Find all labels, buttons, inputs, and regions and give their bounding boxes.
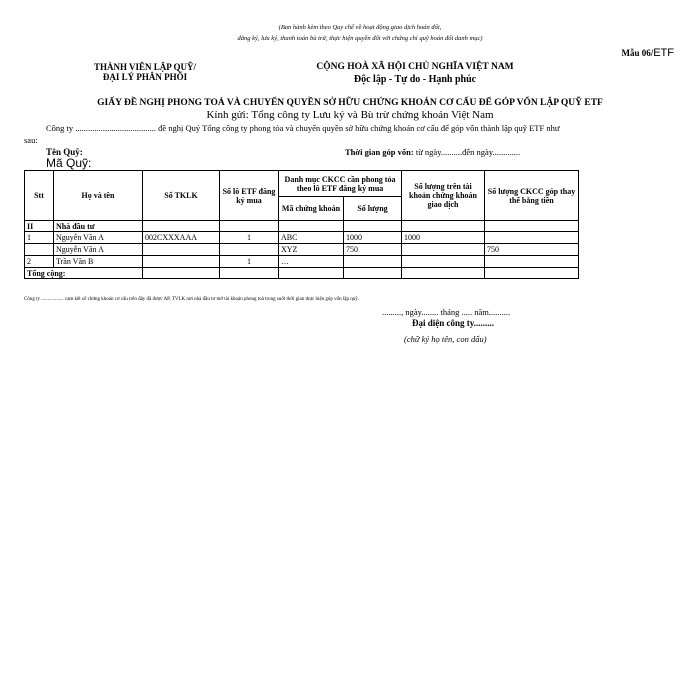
document-title: GIẤY ĐỀ NGHỊ PHONG TOẢ VÀ CHUYỂN QUYỀN SỞ HỮU CHỨNG KHOÁN CƠ CẤU ĐỂ GÓP VỐN LẬP QUỸ ETF	[97, 98, 603, 108]
securities-table	[24, 170, 579, 279]
table-row	[25, 232, 579, 244]
cell-name: Nguyễn Văn A	[54, 244, 143, 256]
cell-code: …	[279, 256, 344, 268]
date-line: ........., ngày........ tháng ..... năm..........	[382, 307, 511, 317]
cell-lots: 1	[220, 232, 279, 244]
contribution-time-label: Thời gian góp vốn:	[345, 147, 414, 157]
cell-stt: 1	[25, 232, 54, 244]
header-security-code: Mã chứng khoán	[279, 197, 344, 221]
header-name: Họ và tên	[54, 171, 143, 221]
contribution-time	[345, 147, 520, 157]
header-portfolio: Danh mục CKCC cần phong tỏa theo lô ETF đăng ký mua	[279, 171, 402, 197]
company-representative: Đại diện công ty.........	[412, 318, 495, 328]
contribution-time-value: từ ngày..........đến ngày.............	[413, 147, 521, 157]
cell-cash-substitute: 750	[485, 244, 579, 256]
fund-name-label: Tên Quỹ:	[46, 147, 83, 157]
table-row	[25, 244, 579, 256]
cell-code: XYZ	[279, 244, 344, 256]
cell-tklk	[143, 244, 220, 256]
header-quantity: Số lượng	[344, 197, 402, 221]
cell-name: Trần Văn B	[54, 256, 143, 268]
form-code-prefix: Mẫu 06/	[621, 48, 654, 58]
issuer-org-line-1: THÀNH VIÊN LẬP QUỸ/	[93, 62, 197, 72]
request-line: Công ty ...................................... đề nghị Quý Tổng công ty phong tỏa và chuyển quyền sở hữu chứng khoán cơ cấu để góp vốn thành lập quỹ ETF như	[46, 123, 560, 133]
header-tklk: Số TKLK	[143, 171, 220, 221]
cell-qty: 1000	[344, 232, 402, 244]
form-code	[621, 47, 674, 59]
cell-name: Nguyễn Văn A	[54, 232, 143, 244]
form-code-suffix: ETF	[653, 47, 674, 59]
addressee: Kính gửi: Tổng công ty Lưu ký và Bù trừ chứng khoán Việt Nam	[206, 109, 494, 121]
cell-lots: 1	[220, 256, 279, 268]
cell-lots	[220, 244, 279, 256]
cell-code: ABC	[279, 232, 344, 244]
header-stt: Stt	[25, 171, 54, 221]
decree-note-line-2: đăng ký, lưu ký, thanh toán bù trừ, thực hiện quyền đối với chứng chỉ quỹ hoán đổi danh mục)	[237, 35, 483, 42]
table-row	[25, 256, 579, 268]
cell-stt	[25, 244, 54, 256]
country-name: CỘNG HOÀ XÃ HỘI CHỦ NGHĨA VIỆT NAM	[316, 62, 514, 72]
header-cash-substitute: Số lượng CKCC góp thay thế bằng tiền	[485, 171, 579, 221]
cell-trading-qty: 1000	[402, 232, 485, 244]
table-section-row	[25, 221, 579, 232]
commitment-statement: Công ty .................. cam kết số chứng khoán cơ cấu trên đây đã được AP, TVLK nơi nhà đầu tư mở tài khoản phong toả trong suốt thời gian thực hiện góp vốn lập quỹ.	[24, 297, 360, 302]
header-etf-lots: Số lô ETF đăng ký mua	[220, 171, 279, 221]
section-title: Nhà đầu tư	[54, 221, 143, 232]
decree-note-line-1: (Ban hành kèm theo Quy chế về hoạt động giao dịch hoán đổi,	[278, 24, 442, 31]
fund-code-label: Mã Quỹ:	[46, 156, 92, 170]
cell-stt: 2	[25, 256, 54, 268]
issuer-org-line-2: ĐẠI LÝ PHÂN PHỐI	[102, 72, 188, 82]
section-number: II	[25, 221, 54, 232]
cell-cash-substitute	[485, 232, 579, 244]
cell-cash-substitute	[485, 256, 579, 268]
cell-qty: 750	[344, 244, 402, 256]
signature-note: (chữ ký họ tên, con dấu)	[404, 334, 487, 344]
table-total-row	[25, 268, 579, 279]
total-label: Tổng cộng:	[25, 268, 143, 279]
header-trading-qty: Số lượng trên tài khoản chứng khoán giao dịch	[402, 171, 485, 221]
cell-tklk	[143, 256, 220, 268]
cell-qty	[344, 256, 402, 268]
cell-tklk: 002CXXXAAA	[143, 232, 220, 244]
national-motto: Độc lập - Tự do - Hạnh phúc	[353, 74, 477, 85]
cell-trading-qty	[402, 244, 485, 256]
cell-trading-qty	[402, 256, 485, 268]
request-line-continued: sau:	[24, 135, 38, 145]
